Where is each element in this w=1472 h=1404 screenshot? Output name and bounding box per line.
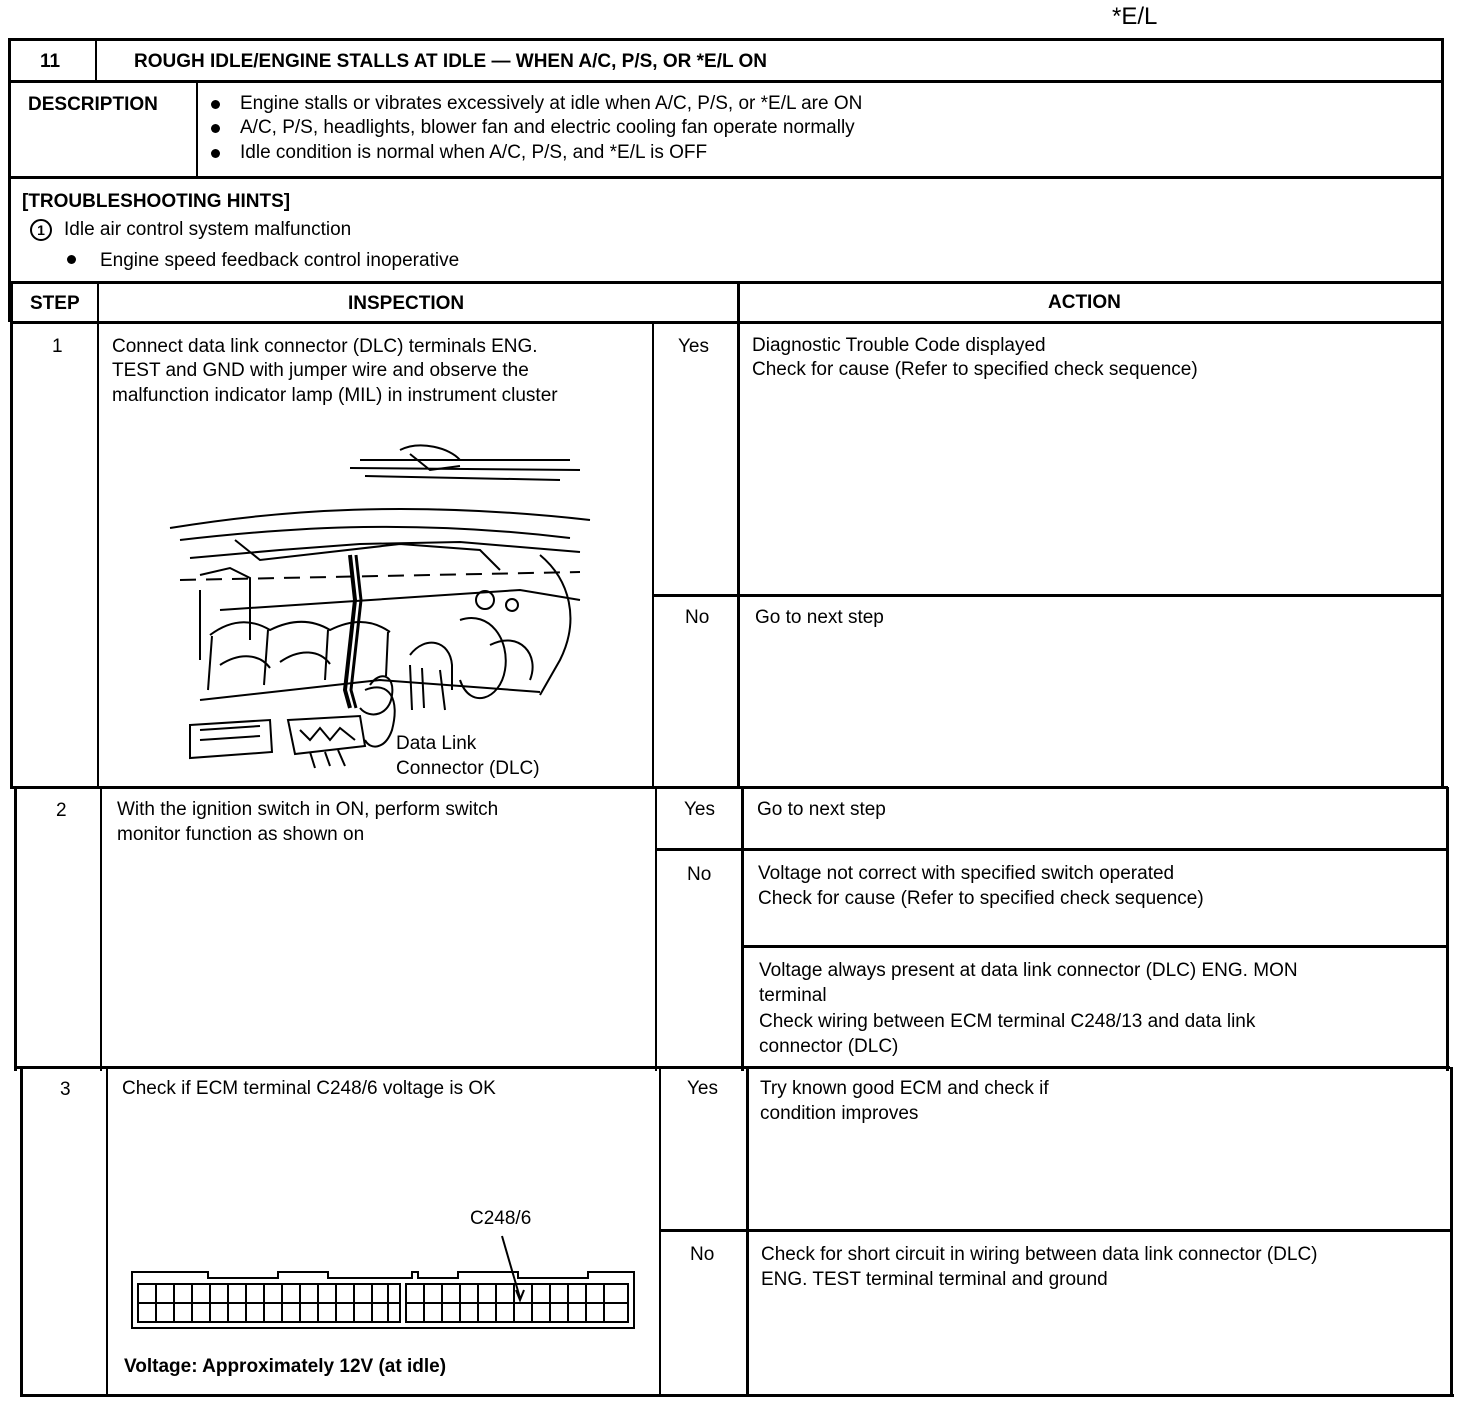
rule-left-2 — [14, 787, 17, 1071]
action-line: Check for short circuit in wiring between data link connector (DLC) — [761, 1244, 1318, 1265]
action-line: ENG. TEST terminal terminal and ground — [761, 1269, 1108, 1290]
rule-step2-bottom — [16, 1066, 1450, 1069]
rule-step-divider-3 — [106, 1067, 108, 1397]
action-line: Voltage not correct with specified switch operated — [758, 863, 1175, 884]
header-number: 11 — [40, 51, 61, 72]
border-top — [8, 38, 1444, 41]
description-item: Idle condition is normal when A/C, P/S, and *E/L is OFF — [240, 142, 708, 163]
action-line: connector (DLC) — [759, 1036, 899, 1057]
circled-number-icon — [30, 219, 52, 241]
rule-desc-divider — [196, 82, 198, 178]
description-label: DESCRIPTION — [28, 94, 158, 115]
action-line: Go to next step — [755, 607, 884, 628]
voltage-note: Voltage: Approximately 12V (at idle) — [124, 1356, 447, 1377]
rule-right-3 — [1450, 1067, 1453, 1397]
circled-number: 1 — [37, 222, 45, 238]
bullet-icon — [67, 255, 76, 264]
rule-right-2 — [1446, 787, 1449, 1071]
step-inspection-line: Check if ECM terminal C248/6 voltage is OK — [122, 1078, 496, 1099]
rule-left-3 — [20, 1067, 23, 1397]
action-line: Voltage always present at data link connector (DLC) ENG. MON — [759, 960, 1298, 981]
rule-colhead-bottom — [10, 321, 1444, 324]
answer-no: No — [685, 607, 710, 628]
rule-right-1 — [1441, 283, 1444, 789]
bullet-icon — [211, 124, 220, 133]
action-line: Check for cause (Refer to specified check sequence) — [758, 888, 1204, 909]
step-inspection-line: Connect data link connector (DLC) terminals ENG. — [112, 336, 538, 357]
description-item: A/C, P/S, headlights, blower fan and electric cooling fan operate normally — [240, 117, 855, 138]
rule-step-divider-1 — [97, 283, 99, 789]
figure-label-line: Connector (DLC) — [396, 758, 540, 779]
rule-action-divider-3 — [746, 1067, 749, 1397]
column-step: STEP — [30, 293, 80, 314]
ecm-connector-illustration — [128, 1228, 640, 1338]
step-inspection-line: With the ignition switch in ON, perform switch — [117, 799, 499, 820]
answer-yes: Yes — [684, 799, 715, 820]
answer-yes: Yes — [678, 336, 709, 357]
step-inspection-line: monitor function as shown on — [117, 824, 365, 845]
answer-no: No — [690, 1244, 715, 1265]
figure-label-line: Data Link — [396, 733, 477, 754]
header-title: ROUGH IDLE/ENGINE STALLS AT IDLE — WHEN A/C, P/S, OR *E/L ON — [134, 51, 768, 72]
rule-hints-bottom — [8, 281, 1444, 284]
step-number: 1 — [52, 336, 63, 357]
column-inspection: INSPECTION — [348, 293, 465, 314]
action-line: Check wiring between ECM terminal C248/13 and data link — [759, 1011, 1256, 1032]
action-line: condition improves — [760, 1103, 919, 1124]
rule-inspection-divider-1 — [652, 322, 654, 789]
rule-inspection-divider-2 — [655, 787, 657, 1071]
engine-bay-illustration — [160, 440, 600, 780]
rule-step2-mid1 — [656, 848, 1449, 851]
rule-bottom — [20, 1394, 1454, 1397]
rule-header-bottom — [8, 80, 1444, 83]
rule-desc-bottom — [8, 176, 1444, 179]
action-line: Diagnostic Trouble Code displayed — [752, 335, 1046, 356]
column-action: ACTION — [1048, 292, 1121, 313]
bullet-icon — [211, 100, 220, 109]
step-number: 2 — [56, 800, 67, 821]
rule-step1-mid — [653, 594, 1444, 597]
bullet-icon — [211, 149, 220, 158]
rule-step3-mid — [660, 1229, 1452, 1232]
answer-yes: Yes — [687, 1078, 718, 1099]
description-item: Engine stalls or vibrates excessively at idle when A/C, P/S, or *E/L are ON — [240, 93, 863, 114]
rule-action-divider-1 — [737, 283, 740, 789]
rule-left-steps — [10, 283, 13, 789]
hints-item: Idle air control system malfunction — [64, 219, 352, 240]
rule-inspection-divider-3 — [659, 1067, 661, 1397]
action-line: terminal — [759, 985, 827, 1006]
action-line: Go to next step — [757, 799, 886, 820]
rule-step-divider-2 — [100, 787, 102, 1071]
step-inspection-line: TEST and GND with jumper wire and observe the — [112, 360, 529, 381]
rule-header-divider — [95, 38, 97, 82]
rule-action-divider-2 — [741, 787, 744, 1071]
hints-title: [TROUBLESHOOTING HINTS] — [22, 191, 291, 212]
action-line: Check for cause (Refer to specified check sequence) — [752, 359, 1198, 380]
rule-step1-bottom — [12, 786, 1448, 789]
hints-sub-item: Engine speed feedback control inoperative — [100, 250, 460, 271]
step-inspection-line: malfunction indicator lamp (MIL) in instrument cluster — [112, 385, 558, 406]
answer-no: No — [687, 864, 712, 885]
action-line: Try known good ECM and check if — [760, 1078, 1049, 1099]
rule-step2-mid2 — [742, 945, 1449, 948]
note-el: *E/L — [1112, 3, 1158, 30]
connector-pin-label: C248/6 — [470, 1208, 532, 1229]
step-number: 3 — [60, 1079, 71, 1100]
